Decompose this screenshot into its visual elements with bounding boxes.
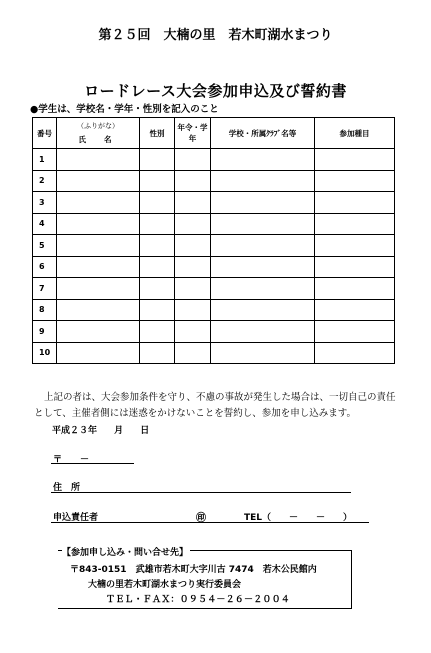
gender-cell[interactable] — [140, 256, 175, 278]
age-cell[interactable] — [175, 299, 211, 321]
tel-label: TEL（ － － ） — [244, 513, 353, 523]
affiliation-cell[interactable] — [211, 213, 315, 235]
name-cell[interactable] — [57, 278, 140, 300]
event-cell[interactable] — [315, 149, 395, 171]
affiliation-cell[interactable] — [211, 256, 315, 278]
form-title: ロードレース大会参加申込及び誓約書 — [84, 82, 347, 100]
contact-phone: ＴＥＬ・ＦＡＸ：０９５４－２６－２００４ — [106, 595, 291, 605]
event-title: 第２５回 大楠の里 若木町湖水まつり — [98, 28, 333, 43]
pledge-line-2: として、主催者側には迷惑をかけないことを誓約し、参加を申し込みます。 — [34, 408, 357, 419]
age-cell[interactable] — [175, 342, 211, 364]
pledge-line-1: 上記の者は、大会参加条件を守り、不慮の事故が発生した場合は、一切自己の責任 — [44, 392, 396, 403]
affiliation-cell[interactable] — [211, 235, 315, 257]
age-cell[interactable] — [175, 170, 211, 192]
address-label: 住 所 — [53, 483, 81, 493]
gender-cell[interactable] — [140, 299, 175, 321]
header-gender: 性別 — [140, 118, 175, 149]
table-row — [33, 299, 395, 321]
affiliation-cell[interactable] — [211, 342, 315, 364]
header-name-label: 氏名 — [78, 135, 130, 144]
header-furigana: （ふりがな） — [77, 122, 119, 130]
header-affiliation: 学校・所属ｸﾗﾌﾞ名等 — [211, 118, 315, 149]
affiliation-cell[interactable] — [211, 321, 315, 343]
affiliation-cell[interactable] — [211, 170, 315, 192]
address-field[interactable] — [51, 492, 351, 493]
name-cell[interactable] — [57, 149, 140, 171]
date-line: 平成２３年 月 日 — [52, 426, 150, 436]
table-row — [33, 278, 395, 300]
table-row — [33, 213, 395, 235]
row-number: 9 — [33, 321, 57, 343]
age-cell[interactable] — [175, 213, 211, 235]
name-cell[interactable] — [57, 213, 140, 235]
gender-cell[interactable] — [140, 192, 175, 214]
postal-code-field[interactable] — [51, 463, 134, 464]
seal-icon: ㊞ — [196, 513, 206, 524]
event-cell[interactable] — [315, 213, 395, 235]
table-row — [33, 149, 395, 171]
header-name — [57, 118, 140, 149]
affiliation-cell[interactable] — [211, 278, 315, 300]
entry-table — [32, 117, 395, 364]
age-cell[interactable] — [175, 149, 211, 171]
table-row — [33, 170, 395, 192]
table-row — [33, 235, 395, 257]
row-number: 10 — [33, 342, 57, 364]
row-number: 7 — [33, 278, 57, 300]
gender-cell[interactable] — [140, 213, 175, 235]
table-row — [33, 321, 395, 343]
row-number: 6 — [33, 256, 57, 278]
event-cell[interactable] — [315, 278, 395, 300]
header-number: 番号 — [33, 118, 57, 149]
event-cell[interactable] — [315, 170, 395, 192]
age-cell[interactable] — [175, 321, 211, 343]
contact-heading: 【参加申し込み・問い合せ先】 — [62, 545, 190, 558]
age-cell[interactable] — [175, 235, 211, 257]
affiliation-cell[interactable] — [211, 299, 315, 321]
event-cell[interactable] — [315, 321, 395, 343]
gender-cell[interactable] — [140, 149, 175, 171]
row-number: 5 — [33, 235, 57, 257]
row-number: 4 — [33, 213, 57, 235]
gender-cell[interactable] — [140, 321, 175, 343]
table-header-row — [33, 118, 395, 149]
row-number: 2 — [33, 170, 57, 192]
event-cell[interactable] — [315, 235, 395, 257]
postal-code-label: 〒 － — [53, 455, 90, 465]
affiliation-cell[interactable] — [211, 192, 315, 214]
gender-cell[interactable] — [140, 278, 175, 300]
event-cell[interactable] — [315, 192, 395, 214]
gender-cell[interactable] — [140, 170, 175, 192]
age-cell[interactable] — [175, 192, 211, 214]
contact-address: 〒843-0151 武雄市若木町大字川古 7474 若木公民館内 — [70, 565, 317, 575]
student-note: ●学生は、学校名・学年・性別を記入のこと — [30, 104, 219, 115]
name-cell[interactable] — [57, 321, 140, 343]
gender-cell[interactable] — [140, 342, 175, 364]
table-row — [33, 192, 395, 214]
table-row — [33, 256, 395, 278]
age-cell[interactable] — [175, 256, 211, 278]
row-number: 1 — [33, 149, 57, 171]
header-event: 参加種目 — [315, 118, 395, 149]
name-cell[interactable] — [57, 342, 140, 364]
name-cell[interactable] — [57, 256, 140, 278]
contact-committee: 大楠の里若木町湖水まつり実行委員会 — [88, 580, 242, 590]
age-cell[interactable] — [175, 278, 211, 300]
header-age-grade: 年令・学年 — [175, 118, 211, 149]
event-cell[interactable] — [315, 299, 395, 321]
row-number: 3 — [33, 192, 57, 214]
name-cell[interactable] — [57, 170, 140, 192]
responsible-person-label: 申込責任者 — [53, 513, 99, 523]
affiliation-cell[interactable] — [211, 149, 315, 171]
row-number: 8 — [33, 299, 57, 321]
gender-cell[interactable] — [140, 235, 175, 257]
table-row — [33, 342, 395, 364]
event-cell[interactable] — [315, 256, 395, 278]
event-cell[interactable] — [315, 342, 395, 364]
name-cell[interactable] — [57, 235, 140, 257]
name-cell[interactable] — [57, 192, 140, 214]
name-cell[interactable] — [57, 299, 140, 321]
